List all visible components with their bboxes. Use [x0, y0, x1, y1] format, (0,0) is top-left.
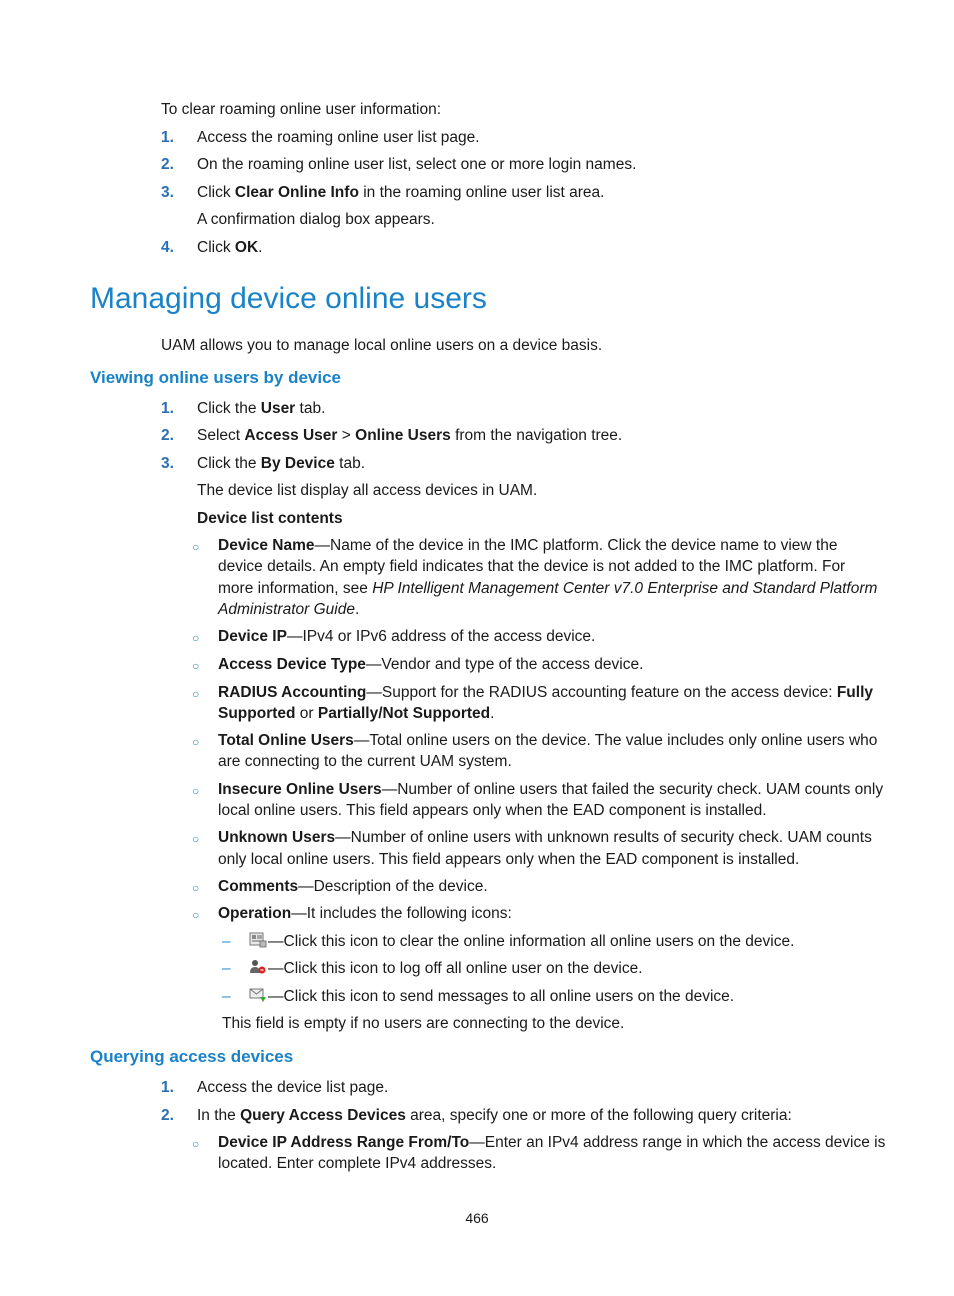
field-desc: Device IP Address Range From/To—Enter an IPv4 address range in which the access device is — [218, 1134, 886, 1151]
intro-text: To clear roaming online user information: — [161, 101, 441, 118]
step-number: 1. — [161, 400, 174, 417]
step-note: The device list display all access devices in UAM. — [197, 482, 538, 499]
step-number: 1. — [161, 129, 174, 146]
step-number: 1. — [161, 1079, 174, 1096]
field-desc-cont: device details. An empty field indicates that the device is not added to the IMC platform. For — [218, 558, 846, 575]
field-desc: Comments—Description of the device. — [218, 878, 488, 895]
list-heading: Device list contents — [197, 510, 343, 527]
step-number: 2. — [161, 156, 174, 173]
dash: – — [222, 988, 231, 1005]
field-desc: Access Device Type—Vendor and type of the access device. — [218, 656, 644, 673]
bullet: ○ — [192, 1137, 200, 1151]
field-desc-cont: more information, see HP Intelligent Management Center v7.0 Enterprise and Standard Platform — [218, 580, 878, 597]
step-number: 2. — [161, 427, 174, 444]
step-text: Click Clear Online Info in the roaming online user list area. — [197, 184, 605, 201]
field-desc: Device IP—IPv4 or IPv6 address of the access device. — [218, 628, 596, 645]
field-desc: Insecure Online Users—Number of online users that failed the security check. UAM counts only — [218, 781, 884, 798]
subsection-title: Viewing online users by device — [90, 368, 341, 387]
step-number: 4. — [161, 239, 174, 256]
field-desc-cont: Supported or Partially/Not Supported. — [218, 705, 495, 722]
bullet: ○ — [192, 735, 200, 749]
clear-online-info-icon — [249, 932, 267, 948]
field-desc-cont: only local online users. This field appears only when the EAD component is installed. — [218, 851, 800, 868]
bullet: ○ — [192, 540, 200, 554]
ui-term: Clear Online Info — [234, 184, 359, 201]
step-number: 3. — [161, 184, 174, 201]
bullet: ○ — [192, 687, 200, 701]
field-note: This field is empty if no users are connecting to the device. — [222, 1015, 625, 1032]
step-text: In the Query Access Devices area, specify one or more of the following query criteria: — [197, 1107, 792, 1124]
bullet: ○ — [192, 832, 200, 846]
ui-term: OK — [234, 239, 259, 256]
field-desc: Device Name—Name of the device in the IMC platform. Click the device name to view the — [218, 537, 838, 554]
log-off-icon — [249, 959, 267, 975]
field-desc: Unknown Users—Number of online users with unknown results of security check. UAM counts — [218, 829, 872, 846]
step-text: Click the By Device tab. — [197, 455, 366, 472]
subsection-title: Querying access devices — [90, 1047, 294, 1066]
step-note: A confirmation dialog box appears. — [197, 211, 435, 228]
bullet: ○ — [192, 784, 200, 798]
bullet: ○ — [192, 659, 200, 673]
field-desc-cont: are connecting to the current UAM system. — [218, 753, 512, 770]
step-text: On the roaming online user list, select one or more login names. — [197, 156, 637, 173]
section-intro: UAM allows you to manage local online users on a device basis. — [161, 337, 603, 354]
field-desc: Total Online Users—Total online users on the device. The value includes only online users who — [218, 732, 878, 749]
page-number: 466 — [465, 1210, 489, 1226]
icon-desc: —Click this icon to log off all online user on the device. — [249, 959, 643, 979]
field-desc-cont: located. Enter complete IPv4 addresses. — [218, 1155, 497, 1172]
dash: – — [222, 933, 231, 950]
dash: – — [222, 960, 231, 977]
field-desc-cont: local online users. This field appears only when the EAD component is installed. — [218, 802, 767, 819]
icon-desc: —Click this icon to send messages to all online users on the device. — [249, 987, 734, 1007]
icon-desc: —Click this icon to clear the online information all online users on the device. — [249, 932, 794, 952]
field-desc: Operation—It includes the following icons: — [218, 905, 512, 922]
step-text: Access the roaming online user list page. — [197, 129, 480, 146]
bullet: ○ — [192, 881, 200, 895]
send-message-icon — [249, 987, 267, 1003]
field-desc: RADIUS Accounting—Support for the RADIUS accounting feature on the access device: Fully — [218, 684, 873, 701]
step-text: Select Access User > Online Users from the navigation tree. — [197, 427, 623, 444]
field-desc-cont: Administrator Guide. — [218, 601, 360, 618]
step-text: Access the device list page. — [197, 1079, 389, 1096]
step-number: 2. — [161, 1107, 174, 1124]
step-text: Click OK. — [197, 239, 263, 256]
bullet: ○ — [192, 631, 200, 645]
section-title: Managing device online users — [90, 282, 487, 315]
step-text: Click the User tab. — [197, 400, 326, 417]
step-number: 3. — [161, 455, 174, 472]
bullet: ○ — [192, 908, 200, 922]
